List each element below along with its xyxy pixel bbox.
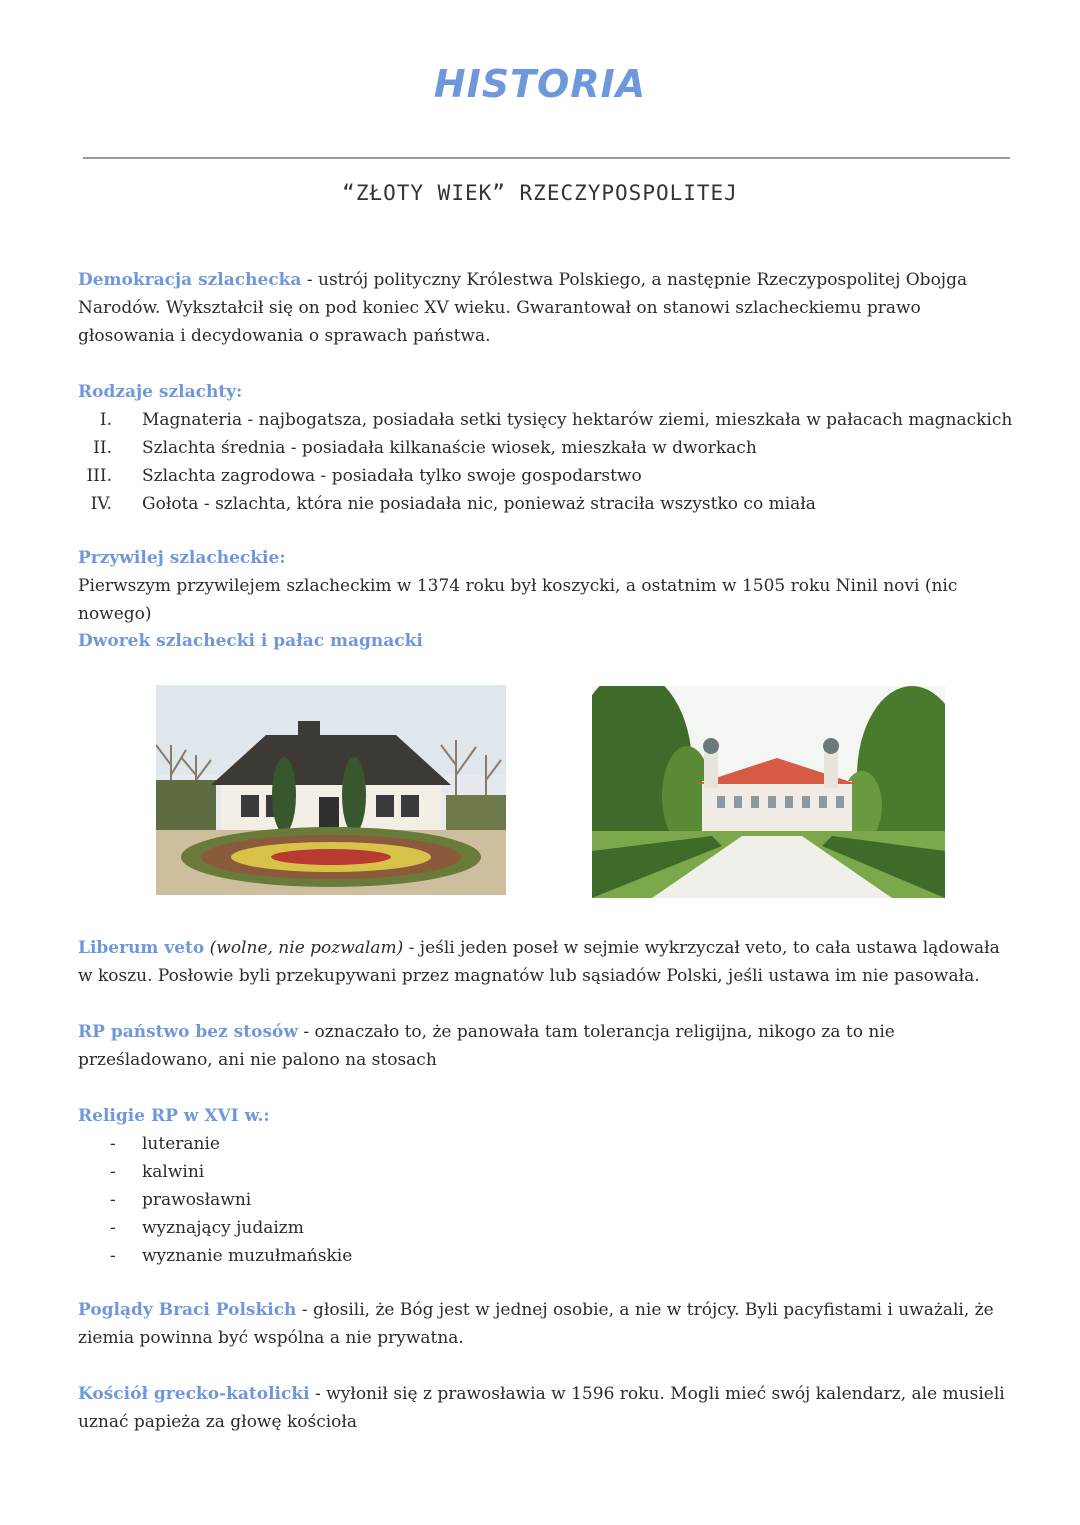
list-item bbox=[78, 406, 1018, 434]
list-marker: - bbox=[110, 1246, 116, 1266]
list-item-text: Magnateria - najbogatsza, posiadała setki tysięcy hektarów ziemi, mieszkała w pałacach magnackich bbox=[142, 410, 1013, 430]
list-item-text: Szlachta zagrodowa - posiadała tylko swoje gospodarstwo bbox=[142, 466, 642, 486]
list-marker: - bbox=[110, 1134, 116, 1154]
religions-list bbox=[78, 1130, 1018, 1270]
democracy-text: - ustrój polityczny Królestwa Polskiego, a następnie Rzeczypospolitej Obojga Narodów. Wykształcił się on pod koniec XV wieku. Gwarantował on stanowi szlacheckiemu prawo głosowania i decydowania o sprawach państwa. bbox=[78, 270, 968, 346]
list-item bbox=[78, 1242, 1018, 1270]
privileges-section bbox=[78, 544, 1018, 628]
religions-heading: Religie RP w XVI w.: bbox=[78, 1106, 270, 1126]
stakes-term: RP państwo bez stosów bbox=[78, 1022, 298, 1042]
greek-text: - wyłonił się z prawosławia w 1596 roku. Mogli mieć swój kalendarz, ale musieli uznać papieża za głowę kościoła bbox=[78, 1384, 1005, 1432]
privileges-text: Pierwszym przywilejem szlacheckim w 1374 roku był koszycki, a ostatnim w 1505 roku Ninil novi (nic nowego) bbox=[78, 576, 958, 624]
list-item bbox=[78, 490, 1018, 518]
stakes-text: - oznaczało to, że panowała tam tolerancja religijna, nikogo za to nie prześladowano, ani nie palono na stosach bbox=[78, 1022, 895, 1070]
brethren-term: Poglądy Braci Polskich bbox=[78, 1300, 297, 1320]
palace-image bbox=[592, 686, 945, 898]
liberum-term: Liberum veto bbox=[78, 938, 205, 958]
privileges-heading: Przywilej szlacheckie: bbox=[78, 548, 286, 568]
brethren-section bbox=[78, 1296, 1018, 1352]
liberum-section bbox=[78, 934, 1018, 990]
list-item-text: prawosławni bbox=[142, 1190, 252, 1210]
stakes-section bbox=[78, 1018, 1018, 1074]
democracy-term: Demokracja szlachecka bbox=[78, 270, 302, 290]
list-item-text: wyznanie muzułmańskie bbox=[142, 1246, 353, 1266]
list-marker: - bbox=[110, 1190, 116, 1210]
greek-section bbox=[78, 1380, 1018, 1436]
page-subtitle: “ZŁOTY WIEK” RZECZYPOSPOLITEJ bbox=[342, 181, 738, 205]
brethren-text: - głosili, że Bóg jest w jednej osobie, a nie w trójcy. Byli pacyfistami i uważali, że ziemia powinna być wspólna a nie prywatna. bbox=[78, 1300, 994, 1348]
list-marker: I. bbox=[99, 410, 112, 430]
list-item bbox=[78, 1214, 1018, 1242]
list-item-text: kalwini bbox=[142, 1162, 205, 1182]
manor-heading: Dworek szlachecki i pałac magnacki bbox=[78, 631, 423, 651]
religions-section bbox=[78, 1102, 1018, 1270]
nobility-heading: Rodzaje szlachty: bbox=[78, 382, 243, 402]
list-item-text: wyznający judaizm bbox=[142, 1218, 304, 1238]
list-marker: IV. bbox=[90, 494, 112, 514]
page-title: HISTORIA bbox=[433, 62, 647, 106]
liberum-gloss: (wolne, nie pozwalam) bbox=[204, 938, 404, 958]
list-item-text: Szlachta średnia - posiadała kilkanaście wiosek, mieszkała w dworkach bbox=[142, 438, 757, 458]
list-item bbox=[78, 462, 1018, 490]
list-marker: II. bbox=[93, 438, 112, 458]
list-item bbox=[78, 434, 1018, 462]
list-item-text: Gołota - szlachta, która nie posiadała nic, ponieważ straciła wszystko co miała bbox=[142, 494, 816, 514]
list-marker: - bbox=[110, 1162, 116, 1182]
nobility-section bbox=[78, 378, 1018, 518]
list-item-text: luteranie bbox=[142, 1134, 220, 1154]
liberum-text: - jeśli jeden poseł w sejmie wykrzyczał veto, to cała ustawa lądowała w koszu. Posłowie byli przekupywani przez magnatów lub sąsiadów Polski, jeśli ustawa im nie pasowała. bbox=[78, 938, 1000, 986]
list-item bbox=[78, 1130, 1018, 1158]
list-item bbox=[78, 1186, 1018, 1214]
list-item bbox=[78, 1158, 1018, 1186]
list-marker: III. bbox=[86, 466, 112, 486]
greek-term: Kościół grecko-katolicki bbox=[78, 1384, 310, 1404]
democracy-section bbox=[78, 266, 1018, 350]
list-marker: - bbox=[110, 1218, 116, 1238]
manor-section bbox=[78, 627, 1018, 655]
manor-house-image bbox=[156, 685, 506, 895]
nobility-list bbox=[78, 406, 1018, 518]
title-divider bbox=[83, 157, 1010, 159]
